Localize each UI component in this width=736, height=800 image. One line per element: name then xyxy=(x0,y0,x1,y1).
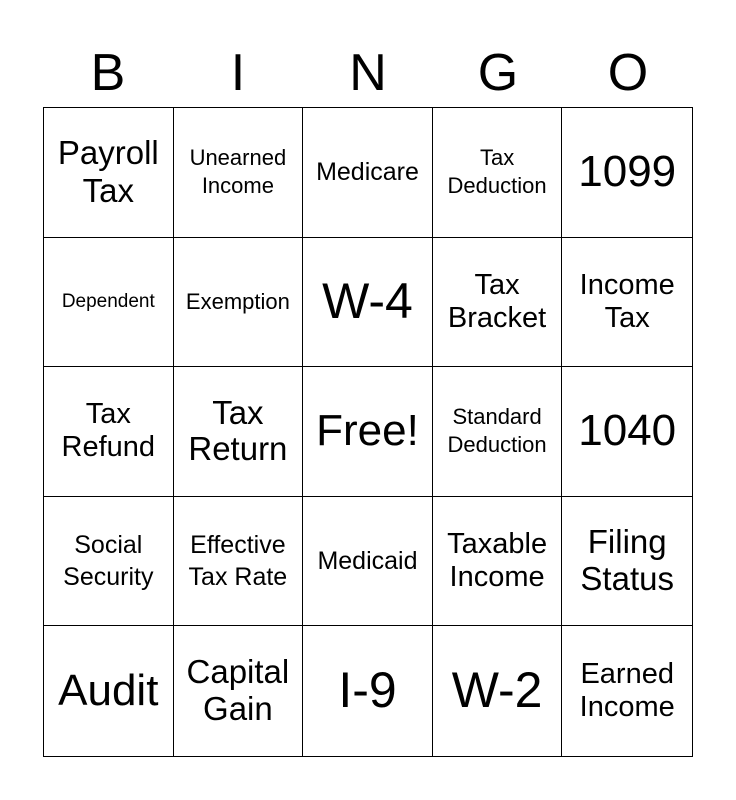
cell-label: Standard Deduction xyxy=(447,403,547,458)
header-letter-n: N xyxy=(349,44,387,102)
cell-label: Tax Deduction xyxy=(447,144,547,199)
bingo-header xyxy=(43,40,693,106)
bingo-cell-medicare[interactable] xyxy=(303,108,433,238)
cell-label: Audit xyxy=(58,665,159,715)
header-letter-o: O xyxy=(607,44,649,102)
cell-label: Dependent xyxy=(61,290,155,312)
bingo-cell-taxable-income[interactable] xyxy=(433,497,563,627)
cell-label: Social Security xyxy=(63,530,154,592)
bingo-cell-tax-return[interactable] xyxy=(174,367,304,497)
header-letter-b: B xyxy=(90,44,126,102)
bingo-cell-1099[interactable] xyxy=(562,108,692,238)
cell-label: W-4 xyxy=(322,273,413,330)
cell-label: Unearned Income xyxy=(189,144,287,199)
bingo-cell-social-security[interactable] xyxy=(44,497,174,627)
bingo-cell-effective-tax-rate[interactable] xyxy=(174,497,304,627)
cell-label: Payroll Tax xyxy=(57,134,159,210)
cell-label: Medicare xyxy=(316,157,419,186)
bingo-cell-tax-deduction[interactable] xyxy=(433,108,563,238)
bingo-cell-free-space[interactable] xyxy=(303,367,433,497)
cell-label: 1099 xyxy=(578,147,677,196)
cell-label: Income Tax xyxy=(579,268,675,334)
bingo-cell-w-2[interactable] xyxy=(433,626,563,756)
cell-label: Effective Tax Rate xyxy=(188,530,288,592)
bingo-cell-i-9[interactable] xyxy=(303,626,433,756)
bingo-cell-audit[interactable] xyxy=(44,626,174,756)
bingo-cell-exemption[interactable] xyxy=(174,238,304,368)
cell-label: Capital Gain xyxy=(186,653,290,728)
cell-label: Free! xyxy=(316,406,419,456)
bingo-board xyxy=(43,107,693,757)
bingo-cell-1040[interactable] xyxy=(562,367,692,497)
bingo-cell-tax-refund[interactable] xyxy=(44,367,174,497)
cell-label: Taxable Income xyxy=(447,527,548,594)
bingo-cell-filing-status[interactable] xyxy=(562,497,692,627)
bingo-cell-earned-income[interactable] xyxy=(562,626,692,756)
cell-label: Tax Refund xyxy=(61,398,156,464)
cell-label: Exemption xyxy=(185,289,290,315)
cell-label: Tax Bracket xyxy=(447,268,547,334)
cell-label: Medicaid xyxy=(317,546,418,575)
cell-label: I-9 xyxy=(338,662,397,719)
header-letter-g: G xyxy=(477,44,519,102)
bingo-cell-capital-gain[interactable] xyxy=(174,626,304,756)
bingo-cell-income-tax[interactable] xyxy=(562,238,692,368)
header-letter-i: I xyxy=(230,44,246,102)
cell-label: Earned Income xyxy=(579,657,675,724)
cell-label: 1040 xyxy=(578,406,677,456)
bingo-cell-w-4[interactable] xyxy=(303,238,433,368)
bingo-cell-dependent[interactable] xyxy=(44,238,174,368)
bingo-cell-payroll-tax[interactable] xyxy=(44,108,174,238)
bingo-cell-standard-deduction[interactable] xyxy=(433,367,563,497)
cell-label: W-2 xyxy=(451,662,543,719)
bingo-cell-unearned-income[interactable] xyxy=(174,108,304,238)
cell-label: Filing Status xyxy=(580,523,674,598)
bingo-cell-tax-bracket[interactable] xyxy=(433,238,563,368)
cell-label: Tax Return xyxy=(188,393,288,468)
bingo-cell-medicaid[interactable] xyxy=(303,497,433,627)
